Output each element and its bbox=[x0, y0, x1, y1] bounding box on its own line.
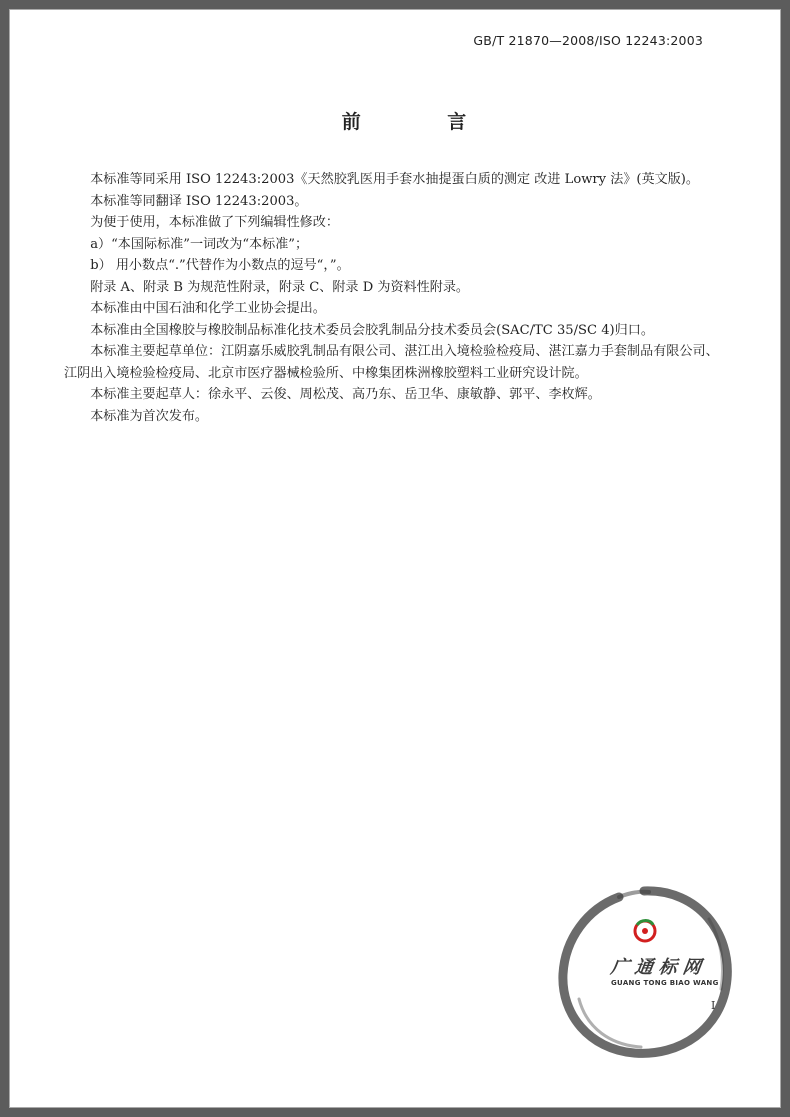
standard-number: GB/T 21870—2008/ISO 12243:2003 bbox=[473, 33, 703, 48]
paragraph-translation: 本标准等同翻译 ISO 12243:2003。 bbox=[90, 193, 308, 209]
page-title: 前 言 bbox=[341, 111, 507, 133]
emblem-icon bbox=[635, 921, 655, 942]
paragraph-adoption: 本标准等同采用 ISO 12243:2003《天然胶乳医用手套水抽提蛋白质的测定 改进 Lowry 法》(英文版)。 bbox=[90, 172, 700, 187]
watermark-name-en: GUANG TONG BIAO WANG bbox=[611, 979, 719, 987]
site-watermark-logo bbox=[549, 879, 739, 1064]
watermark-name-cn: 广通标网 bbox=[609, 957, 709, 978]
paragraph-committee: 本标准由全国橡胶与橡胶制品标准化技术委员会胶乳制品分技术委员会(SAC/TC 35/SC 4)归口。 bbox=[90, 322, 654, 338]
list-item-b: b） 用小数点“.”代替作为小数点的逗号“，”。 bbox=[90, 258, 350, 273]
paragraph-annexes: 附录 A、附录 B 为规范性附录，附录 C、附录 D 为资料性附录。 bbox=[90, 279, 470, 295]
foreword-body bbox=[64, 169, 726, 427]
paragraph-edit-intro: 为便于使用，本标准做了下列编辑性修改： bbox=[90, 215, 339, 230]
page-number: I bbox=[711, 999, 716, 1012]
paragraph-first-edition: 本标准为首次发布。 bbox=[90, 408, 209, 424]
paragraph-drafting-units: 本标准主要起草单位：江阴嘉乐威胶乳制品有限公司、湛江出入境检验检疫局、湛江嘉力手套制品有限公司、江阴出入境检验检疫局、北京市医疗器械检验所、中橡集团株洲橡胶塑料工业研究设计院。 bbox=[64, 344, 719, 381]
paragraph-drafters: 本标准主要起草人：徐永平、云俊、周松茂、高乃东、岳卫华、康敏静、郭平、李枚辉。 bbox=[90, 387, 601, 402]
paragraph-proposer: 本标准由中国石油和化学工业协会提出。 bbox=[90, 301, 326, 316]
list-item-a: a）“本国际标准”一词改为“本标准”； bbox=[90, 236, 309, 252]
